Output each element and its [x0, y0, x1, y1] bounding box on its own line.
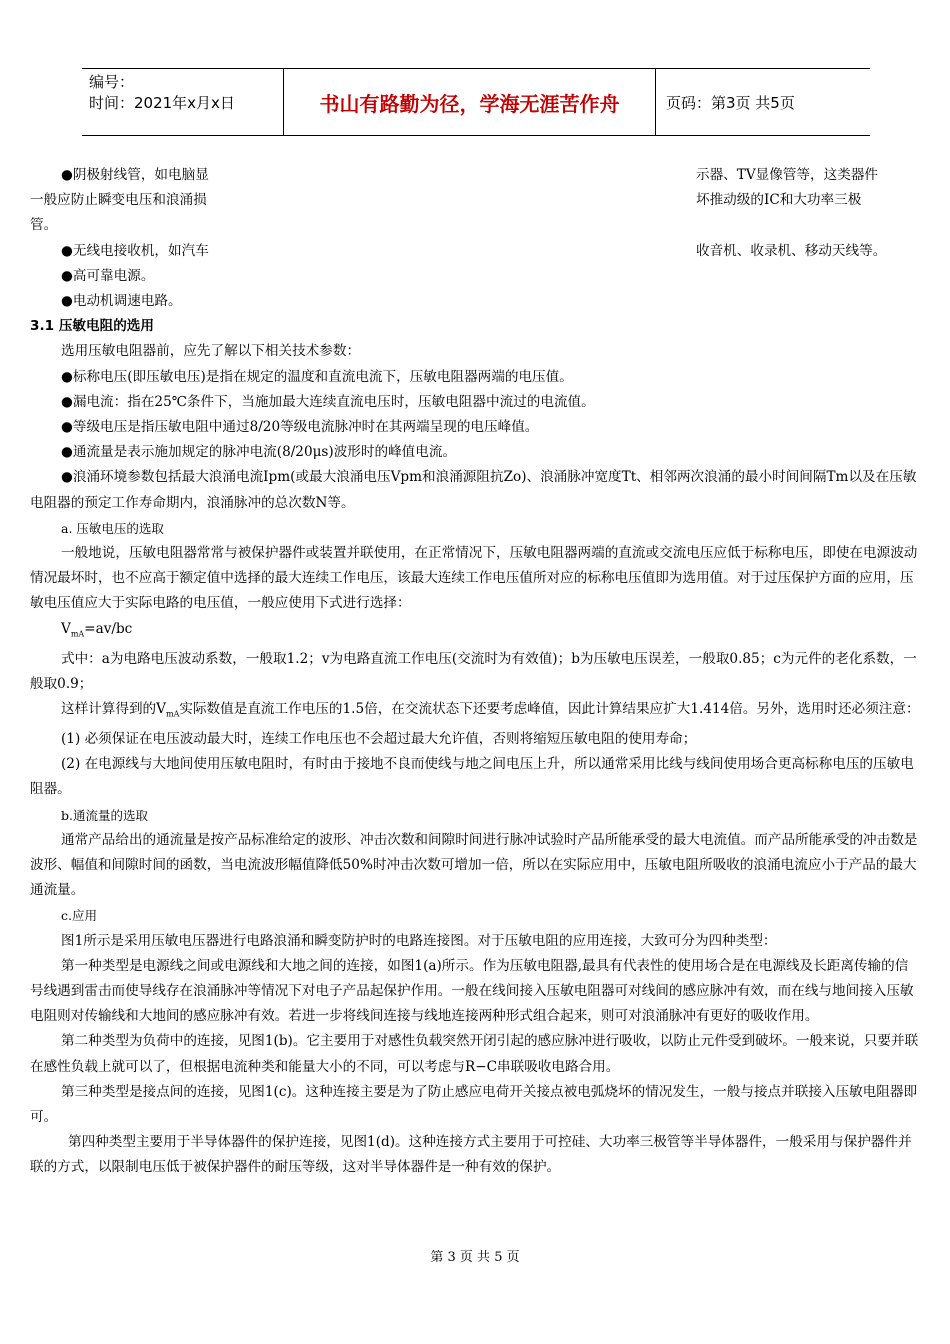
paragraph-b1: 通常产品给出的通流量是按产品标准给定的波形、冲击次数和间隙时间进行脉冲试验时产品所能承受的最大电流值。而产品所能承受的冲击数是波形、幅值和间隙时间的函数，当电流波形幅值降低50%时冲击次数可增加一倍，所以在实际应用中，压敏电阻所吸收的浪涌电流应小于产品的最大通流量。 — [30, 831, 918, 899]
header-motto: 书山有路勤为径，学海无涯苦作舟 — [284, 69, 656, 135]
paragraph-c4: 第三种类型是接点间的连接，见图1(c)。这种连接主要是为了防止感应电荷开关接点被电弧烧坏的情况发生，一般与接点并联接入压敏电阻器即可。 — [30, 1083, 918, 1125]
bullet-crt-left: ●阴极射线管，如电脑显 — [61, 167, 209, 183]
paragraph-a5: (2) 在电源线与大地间使用压敏电阻时，有时由于接地不良而使线与地之间电压上升，所以通常采用比线与线间使用场合更高标称电压的压敏电阻器。 — [30, 756, 914, 798]
paragraph-leakage-current: ●漏电流：指在25℃条件下，当施加最大连续直流电压时，压敏电阻器中流过的电流值。 — [61, 393, 595, 410]
paragraph-c3: 第二种类型为负荷中的连接，见图1(b)。它主要用于对感性负载突然开闭引起的感应脉冲进行吸收，以防止元件受到破坏。一般来说，只要并联在感性负载上就可以了，但根据电流种类和能量大小的不同，可以考虑与R−C串联吸收电路合用。 — [30, 1033, 919, 1075]
paragraph-a3: 这样计算得到的$V_{mA}$实际数值是直流工作电压的1.5倍，在交流状态下还要考虑峰值，因此计算结果应扩大1.414倍。另外，选用时还必须注意： — [61, 700, 920, 719]
document-body — [30, 163, 920, 1181]
paragraph-nominal-voltage: ●标称电压(即压敏电压)是指在规定的温度和直流电流下，压敏电阻器两端的电压值。 — [61, 368, 573, 385]
header-meta — [82, 69, 284, 135]
paragraph-intro: 选用压敏电阻器前，应先了解以下相关技术参数： — [61, 343, 361, 360]
bullet-crt-line1 — [30, 163, 920, 188]
subheading-b: b.通流量的选取 — [61, 807, 148, 823]
page-footer: 第 3 页 共 5 页 — [430, 1250, 520, 1265]
header-page-number: 页码：第3页 共5页 — [666, 93, 795, 112]
paragraph-c1: 图1所示是采用压敏电压器进行电路浪涌和瞬变防护时的电路连接图。对于压敏电阻的应用连接，大致可分为四种类型： — [61, 932, 777, 949]
paragraph-grade-voltage: ●等级电压是指压敏电阻中通过8/20等级电流脉冲时在其两端呈现的电压峰值。 — [61, 419, 539, 436]
paragraph-a1: 一般地说，压敏电阻器常常与被保护器件或装置并联使用，在正常情况下，压敏电阻器两端的直流或交流电压应低于标称电压，即使在电源波动情况最坏时，也不应高于额定值中选择的最大连续工作电压，该最大连续工作电压值所对应的标称电压值即为选用值。对于过压保护方面的应用，压敏电压值应大于实际电路的电压值，一般应使用下式进行选择： — [30, 545, 918, 612]
paragraph-flow-capacity: ●通流量是表示施加规定的脉冲电流(8/20μs)波形时的峰值电流。 — [61, 444, 457, 461]
header-number: 编号： — [89, 73, 135, 91]
formula: $V_{mA}=av/bc$ — [61, 620, 133, 639]
bullet-power: ●高可靠电源。 — [61, 267, 155, 284]
bullet-radio-line — [30, 239, 920, 264]
subheading-c: c.应用 — [61, 908, 97, 924]
section-heading: 3.1 压敏电阻的选用 — [30, 318, 154, 335]
bullet-motor: ●电动机调速电路。 — [61, 293, 182, 310]
paragraph-a2: 式中：a为电路电压波动系数，一般取1.2；v为电路直流工作电压(交流时为有效值)；b为压敏电压误差，一般取0.85；c为元件的老化系数，一般取0.9； — [30, 650, 917, 692]
bullet-crt-line2 — [30, 188, 920, 213]
crt-line2-right: 坏推动级的IC和大功率三极 — [696, 192, 862, 209]
paragraph-a4: (1) 必须保证在电压波动最大时，连续工作电压也不会超过最大允许值，否则将缩短压敏电阻的使用寿命； — [61, 730, 697, 747]
header-time: 时间：2021年x月x日 — [89, 94, 235, 112]
paragraph-c2: 第一种类型是电源线之间或电源线和大地之间的连接，如图1(a)所示。作为压敏电阻器,最具有代表性的使用场合是在电源线及长距离传输的信号线遇到雷击而使导线存在浪涌脉冲等情况下对电子产品起保护作用。一般在线间接入压敏电阻器可对线间的感应脉冲有效，而在线与地间接入压敏电阻则对传输线和大地间的感应脉冲有效。若进一步将线间连接与线地连接两种形式组合起来，则可对浪涌脉冲有更好的吸收作用。 — [30, 957, 914, 1025]
crt-line2-left: 一般应防止瞬变电压和浪涌损 — [30, 192, 207, 209]
bullet-radio-right: 收音机、收录机、移动天线等。 — [696, 242, 887, 259]
crt-line3: 管。 — [30, 217, 58, 234]
bullet-crt-right: 示器、TV显像管等，这类器件 — [696, 167, 879, 183]
subheading-a: a. 压敏电压的选取 — [61, 520, 164, 536]
page-header — [82, 68, 870, 136]
paragraph-surge-params: ●浪涌环境参数包括最大浪涌电流Ipm(或最大浪涌电压Vpm和浪涌源阻抗Zo)、浪涌脉冲宽度Tt、相邻两次浪涌的最小时间间隔Tm以及在压敏电阻器的预定工作寿命期内，浪涌脉冲的总次数N等。 — [30, 469, 917, 511]
paragraph-c5: 第四种类型主要用于半导体器件的保护连接，见图1(d)。这种连接方式主要用于可控硅、大功率三极管等半导体器件，一般采用与保护器件并联的方式，以限制电压低于被保护器件的耐压等级，这对半导体器件是一种有效的保护。 — [30, 1134, 912, 1176]
bullet-radio-left: ●无线电接收机，如汽车 — [61, 242, 209, 259]
